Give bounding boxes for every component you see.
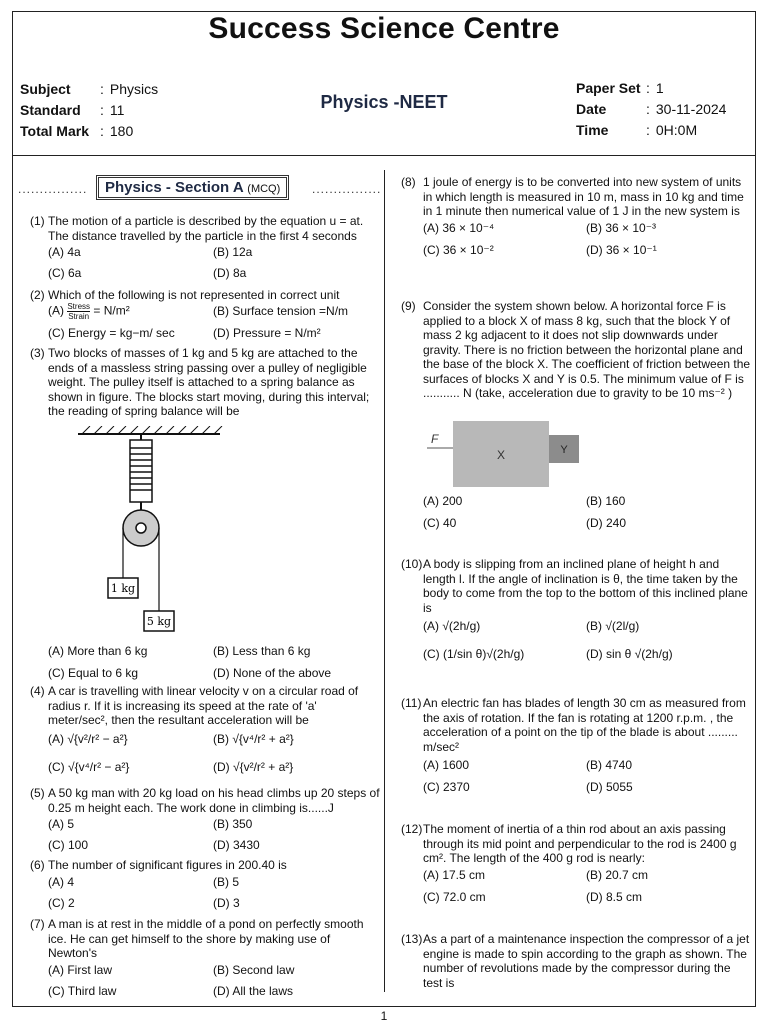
- option-b: (B) 350: [213, 817, 253, 831]
- option-a: (A) 36 × 10⁻⁴: [423, 220, 495, 235]
- option-d: (D) 3: [213, 895, 240, 910]
- option-d: (D) 8a: [213, 266, 247, 280]
- section-title: Physics - Section A (MCQ): [96, 175, 289, 200]
- column-divider: [384, 170, 385, 992]
- blocks-figure: [427, 417, 587, 492]
- option-a: (A) $\frac{\text{Stress}}{\text{Strain}} = N/m^2$: [48, 301, 130, 321]
- paper-title: Physics -NEET: [320, 92, 448, 112]
- option-d: (D) All the laws: [213, 983, 294, 998]
- question-3: (3) Two blocks of masses of 1 kg and 5 kg are attached to the ends of a massless string passing over a pulley of negligible weight. The pulley itself is attached to a spring balance as shown in figure. The blocks start moving, during this interval; the reading of spring balance will be 1 kg 5 kg (A) More than 6 kg (B) Less than 6 kg (C) Equal to 6 kg (D) None of the above: [30, 346, 370, 680]
- question-1: (1) The motion of a particle is described by the equation u = at. The distance travelled by the particle in the first 4 seconds (A) 4a (B) 12a (C) 6a (D) 8a: [30, 214, 364, 280]
- option-b: (B) √{v⁴/r² + a²}: [213, 731, 294, 746]
- option-c: (C) √{v⁴/r² − a²}: [48, 759, 130, 774]
- option-c: (C) 36 × 10⁻²: [423, 242, 494, 257]
- option-a: (A) 5: [48, 817, 75, 831]
- svg-text:Y: Y: [560, 444, 568, 456]
- option-c: (C) 6a: [48, 266, 82, 280]
- svg-text:X: X: [496, 448, 506, 462]
- option-d: (D) Pressure = N/m²: [213, 325, 321, 340]
- subject-value: Physics: [109, 81, 159, 97]
- mass-5kg-label: 5 kg: [146, 615, 172, 628]
- option-a: (A) First law: [48, 962, 112, 977]
- mass-1kg-label: 1 kg: [110, 582, 136, 595]
- paper-set-value: 1: [655, 80, 664, 96]
- question-2: (2) Which of the following is not represented in correct unit (A) $\frac{\text{Stress}}{\text{Strain}} = N/m^2$ (B) Surface tension =N/m (C) Energy = kg−m/ sec (D) Pressure = N/m²: [30, 288, 349, 340]
- question-9: (9) Consider the system shown below. A horizontal force F is applied to a block X of mass 8 kg, such that the block Y of mass 2 kg adjacent to it does not slip downwards under gravity. There is no friction between the horizontal plane and the base of the block X. The coefficient of friction between the surfaces of blocks X and Y is 0.5. The minimum value of F is ........... N (take, acceleration due to gravity to be 10 ms⁻² ) F X Y (A) 200 (B) 160 (C) 40 (D) 240: [401, 299, 751, 530]
- option-a: (A) √(2h/g): [423, 619, 481, 633]
- question-11: (11) An electric fan has blades of length 30 cm as measured from the axis of rotation. If the fan is rotating at 1200 r.p.m. , the acceleration of a point on the tip of the blade is about ......... m/sec² (A) 1600 (B) 4740 (C) 2370 (D) 5055: [401, 696, 746, 794]
- option-d: (D) None of the above: [213, 666, 332, 680]
- option-c: (C) (1/sin θ)√(2h/g): [423, 647, 525, 661]
- option-a: (A) More than 6 kg: [48, 644, 148, 658]
- option-a: (A) 4a: [48, 245, 81, 259]
- total-mark-value: 180: [109, 123, 134, 139]
- option-d: (D) 36 × 10⁻¹: [586, 242, 657, 257]
- question-13: (13) As a part of a maintenance inspection the compressor of a jet engine is made to spin according to the graph as shown. The number of revolutions made by the compressor during the test is: [401, 932, 750, 990]
- question-10: (10) A body is slipping from an inclined plane of height h and length l. If the angle of inclination is θ, the time taken by the body to come from the top to the bottom of this inclined plane is (A) √(2h/g) (B) √(2l/g) (C) (1/sin θ)√(2h/g) (D) sin θ √(2h/g): [401, 557, 748, 661]
- option-c: (C) Third law: [48, 983, 117, 998]
- option-b: (B) 5: [213, 874, 240, 889]
- option-a: (A) 17.5 cm: [423, 867, 486, 882]
- option-b: (B) Surface tension =N/m: [213, 303, 349, 318]
- option-d: (D) sin θ √(2h/g): [586, 647, 673, 661]
- option-c: (C) 2: [48, 895, 75, 910]
- question-8: (8) 1 joule of energy is to be converted into new system of units in which length is measured in 10 m, mass in 10 kg and time in 1 minute then numerical value of 1 J in the new system is (A) 36 × 10⁻⁴ (B) 36 × 10⁻³ (C) 36 × 10⁻² (D) 36 × 10⁻¹: [401, 175, 744, 257]
- option-c: (C) Energy = kg−m/ sec: [48, 325, 175, 340]
- meta-left: Subject : Physics Standard : 11 Total Mark : 180: [20, 81, 159, 139]
- option-a: (A) 4: [48, 874, 75, 889]
- page-number: 1: [380, 1009, 388, 1023]
- question-12: (12) The moment of inertia of a thin rod about an axis passing through its mid point and perpendicular to the rod is 2400 g cm². The length of the 400 g rod is nearly: (A) 17.5 cm (B) 20.7 cm (C) 72.0 cm (D) 8.5 cm: [401, 822, 737, 904]
- option-d: (D) 5055: [586, 780, 633, 794]
- institute-title: Success Science Centre: [208, 12, 560, 45]
- option-b: (B) 160: [586, 494, 626, 508]
- question-4: (4) A car is travelling with linear velocity v on a circular road of radius r. If it is increasing its speed at the rate of 'a' meter/sec², then the resultant acceleration will be (A) √{v²/r² − a²} (B) √{v⁴/r² + a²} (C) √{v⁴/r² − a²} (D) √{v²/r² + a²}: [30, 684, 359, 774]
- date-value: 30-11-2024: [655, 101, 727, 117]
- option-a: (A) 1600: [423, 758, 470, 772]
- option-b: (B) 36 × 10⁻³: [586, 220, 657, 235]
- svg-text:F: F: [431, 432, 439, 446]
- standard-value: 11: [109, 102, 125, 118]
- option-c: (C) 100: [48, 838, 89, 852]
- section-header: ................ Physics - Section A (MCQ) ................: [14, 175, 380, 199]
- option-b: (B) √(2l/g): [586, 619, 640, 633]
- option-a: (A) √{v²/r² − a²}: [48, 731, 128, 746]
- option-b: (B) 4740: [586, 758, 633, 772]
- option-b: (B) Less than 6 kg: [213, 644, 311, 658]
- question-6: (6) The number of significant figures in 200.40 is (A) 4 (B) 5 (C) 2 (D) 3: [30, 858, 287, 910]
- option-b: (B) 12a: [213, 245, 253, 259]
- option-d: (D) 8.5 cm: [586, 889, 643, 904]
- option-d: (D) 3430: [213, 838, 260, 852]
- option-c: (C) Equal to 6 kg: [48, 666, 139, 680]
- option-c: (C) 40: [423, 516, 457, 530]
- time-value: 0H:0M: [655, 122, 698, 138]
- option-c: (C) 72.0 cm: [423, 889, 486, 904]
- option-c: (C) 2370: [423, 780, 470, 794]
- header-divider: [12, 155, 756, 156]
- option-a: (A) 200: [423, 494, 463, 508]
- option-b: (B) Second law: [213, 962, 295, 977]
- option-d: (D) 240: [586, 516, 627, 530]
- option-d: (D) √{v²/r² + a²}: [213, 759, 294, 774]
- question-7: (7) A man is at rest in the middle of a pond on perfectly smooth ice. He can get himself to the shore by making use of Newton's (A) First law (B) Second law (C) Third law (D) All the laws: [30, 917, 364, 998]
- meta-right: Paper Set : 1 Date : 30-11-2024 Time : 0H:0M: [576, 80, 727, 138]
- pulley-figure: [70, 426, 230, 641]
- question-5: (5) A 50 kg man with 20 kg load on his head climbs up 20 steps of 0.25 m height each. The work done in climbing is......J (A) 5 (B) 350 (C) 100 (D) 3430: [30, 786, 380, 852]
- option-b: (B) 20.7 cm: [586, 867, 649, 882]
